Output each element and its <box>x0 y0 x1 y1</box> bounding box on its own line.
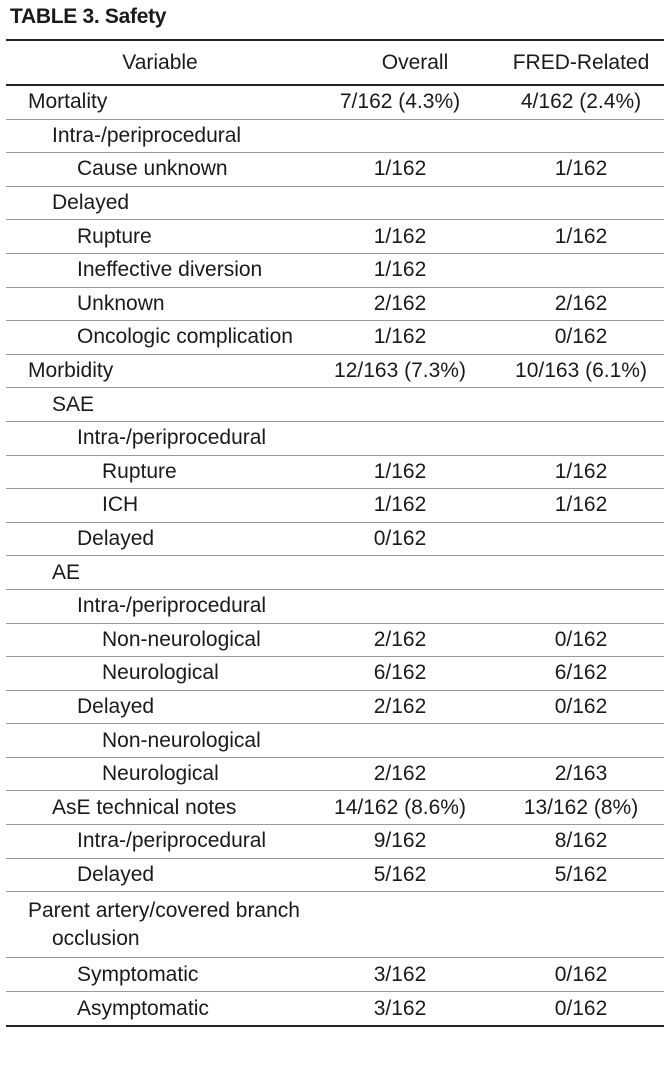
row-fred-related: 0/162 <box>554 962 608 986</box>
row-overall: 1/162 <box>373 493 427 517</box>
table-row <box>6 859 664 893</box>
row-overall: 1/162 <box>373 224 427 248</box>
row-variable: Symptomatic <box>77 962 199 986</box>
row-variable: Delayed <box>77 694 155 718</box>
row-variable: SAE <box>52 392 95 416</box>
row-variable: Delayed <box>77 862 155 886</box>
row-fred-related: 1/162 <box>554 224 608 248</box>
table-caption: TABLE 3. Safety <box>10 5 167 28</box>
row-variable: Rupture <box>102 459 177 483</box>
table-row <box>6 556 664 590</box>
row-variable: Morbidity <box>28 359 114 383</box>
table-row <box>6 489 664 523</box>
table-row <box>6 220 664 254</box>
table-header-row <box>6 41 664 86</box>
row-overall: 0/162 <box>373 527 427 551</box>
table-row <box>6 791 664 825</box>
table-row <box>6 321 664 355</box>
table-row <box>6 388 664 422</box>
row-fred-related: 0/162 <box>554 325 608 349</box>
row-overall: 12/163 (7.3%) <box>334 359 466 383</box>
row-overall: 1/162 <box>373 325 427 349</box>
row-overall: 9/162 <box>373 829 427 853</box>
row-fred-related: 13/162 (8%) <box>523 795 639 819</box>
row-fred-related: 0/162 <box>554 627 608 651</box>
table-row <box>6 624 664 658</box>
row-variable: AE <box>52 560 81 584</box>
table-row <box>6 153 664 187</box>
row-variable-line1: Parent artery/covered branch <box>28 899 300 923</box>
row-fred-related: 0/162 <box>554 996 608 1020</box>
table-row <box>6 120 664 154</box>
row-variable: Intra-/periprocedural <box>77 426 267 450</box>
row-fred-related: 0/162 <box>554 694 608 718</box>
row-variable-line2: occlusion <box>52 927 140 951</box>
table-row <box>6 355 664 389</box>
row-overall: 3/162 <box>373 996 427 1020</box>
row-overall: 2/162 <box>373 694 427 718</box>
table-row <box>6 422 664 456</box>
row-overall: 1/162 <box>373 258 427 282</box>
table-row <box>6 590 664 624</box>
table-body <box>6 86 664 1025</box>
row-variable: Cause unknown <box>77 157 228 181</box>
row-variable: Intra-/periprocedural <box>52 123 242 147</box>
row-fred-related: 4/162 (2.4%) <box>520 90 642 114</box>
row-fred-related: 6/162 <box>554 661 608 685</box>
row-fred-related: 2/162 <box>554 291 608 315</box>
row-variable: Rupture <box>77 224 152 248</box>
table-row <box>6 992 664 1026</box>
header-overall: Overall <box>381 50 449 74</box>
row-fred-related: 2/163 <box>554 762 608 786</box>
row-variable: Intra-/periprocedural <box>77 829 267 853</box>
row-fred-related: 5/162 <box>554 862 608 886</box>
row-overall: 2/162 <box>373 627 427 651</box>
row-variable: Neurological <box>102 661 219 685</box>
row-overall: 14/162 (8.6%) <box>334 795 466 819</box>
table-row <box>6 892 664 958</box>
row-overall: 2/162 <box>373 291 427 315</box>
header-variable: Variable <box>122 50 198 74</box>
table-row <box>6 523 664 557</box>
row-overall: 7/162 (4.3%) <box>339 90 461 114</box>
row-variable: Mortality <box>28 90 108 114</box>
row-overall: 6/162 <box>373 661 427 685</box>
table-row <box>6 724 664 758</box>
row-fred-related: 8/162 <box>554 829 608 853</box>
row-variable: Neurological <box>102 762 219 786</box>
row-overall: 1/162 <box>373 459 427 483</box>
row-variable: Delayed <box>77 527 155 551</box>
row-variable: ICH <box>102 493 139 517</box>
row-variable: Delayed <box>52 191 130 215</box>
row-variable: Asymptomatic <box>77 996 209 1020</box>
table-row <box>6 254 664 288</box>
table-row <box>6 456 664 490</box>
row-overall: 2/162 <box>373 762 427 786</box>
row-variable: Non-neurological <box>102 627 261 651</box>
row-variable: Ineffective diversion <box>77 258 263 282</box>
row-fred-related: 1/162 <box>554 459 608 483</box>
table-row <box>6 187 664 221</box>
row-overall: 3/162 <box>373 962 427 986</box>
table-row <box>6 657 664 691</box>
header-fred-related: FRED-Related <box>512 50 650 74</box>
row-variable: Intra-/periprocedural <box>77 594 267 618</box>
table-row <box>6 691 664 725</box>
row-fred-related: 10/163 (6.1%) <box>515 359 647 383</box>
table-row <box>6 825 664 859</box>
table-row <box>6 758 664 792</box>
table-row <box>6 288 664 322</box>
row-overall: 1/162 <box>373 157 427 181</box>
row-fred-related: 1/162 <box>554 493 608 517</box>
row-variable: Non-neurological <box>102 728 261 752</box>
safety-table <box>6 39 664 1027</box>
row-variable: Oncologic complication <box>77 325 293 349</box>
row-variable: Unknown <box>77 291 165 315</box>
row-overall: 5/162 <box>373 862 427 886</box>
table-row <box>6 958 664 992</box>
table-row <box>6 86 664 120</box>
row-variable: AsE technical notes <box>52 795 237 819</box>
row-fred-related: 1/162 <box>554 157 608 181</box>
row-variable <box>6 897 302 953</box>
